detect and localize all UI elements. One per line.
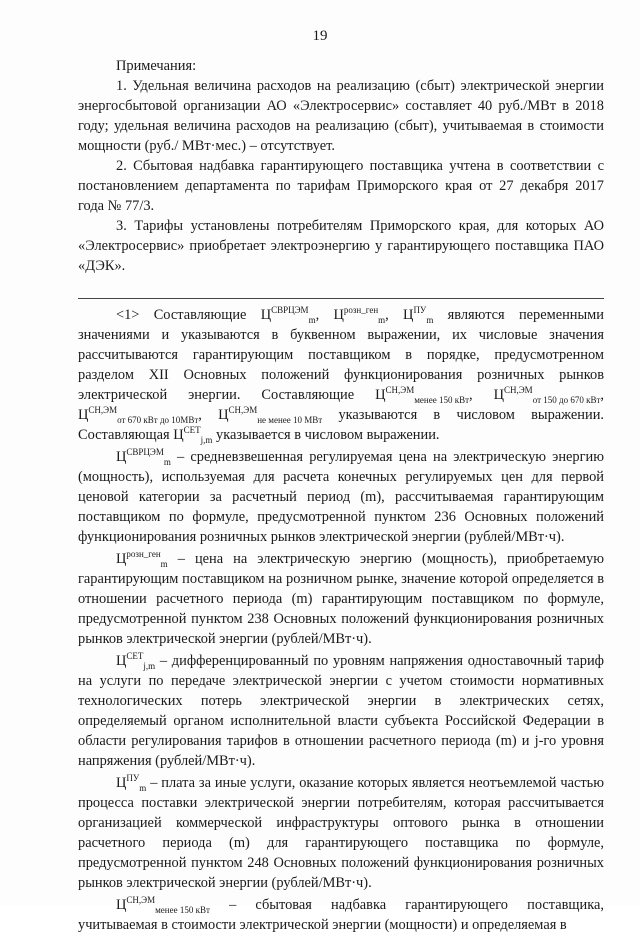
- definition-set: [78, 651, 604, 771]
- definition-sn-less150-text: – сбытовая надбавка гарантирующего поставщика, учитываемая в стоимости электрической энергии (мощности) и определяемая в: [78, 897, 604, 933]
- definition-rozngen-text: – цена на электрическую энергию (мощность), приобретаемую гарантирующим поставщиком на розничном рынке, значение которой определяется в отношении расчетного периода (m) гарантирующим поставщиком по формуле, предусмотренной пунктом 238 Основных положений функционирования розничных рынков электрической энергии (рублей/МВт·ч).: [78, 551, 604, 647]
- footnote-paragraph: <1> Составляющие $Ц^{СВРЦЭМ}_m$, $Ц^{розн\_ген}_m$, $Ц^{ПУ}_m$ являются переменными значениями и указываются в буквенном выражении, их числовые значения рассчитываются гарантирующим поставщиком в порядке, предусмотренном разделом XII Основных положений функционирования розничных рынков электрической энергии. Составляющие $Ц^{СН,ЭМ}_{менее 150 кВт}$, $Ц^{СН,ЭМ}_{от 150 до 670 кВт}$, $Ц^{СН,ЭМ}_{от 670 кВт до 10МВт}$, $Ц^{СН,ЭМ}_{не менее 10 МВт}$ указываются в числовом выражении. Составляющая $Ц^{СЕТ}_{j,m}$ указывается в числовом выражении.: [78, 305, 605, 445]
- footnote-text-variable: являются переменными значениями и указываются в буквенном выражении, их числовые значения рассчитываются гарантирующим поставщиком в порядке, предусмотренном разделом XII Основных положений функционирования розничных рынков электрической энергии. Составляющие: [78, 307, 604, 403]
- symbol-svrcem: $Ц^{СВРЦЭМ}_m$: [116, 447, 171, 467]
- symbol-sn-less150: $Ц^{СН,ЭМ}_{менее 150 кВт}$: [116, 895, 210, 915]
- definition-pu-text: – плата за иные услуги, оказание которых является неотъемлемой частью процесса поставки электрической энергии потребителям, которая рассчитывается организацией коммерческой инфраструктуры оптового рынка в отношении расчетного периода (m) для гарантирующего поставщика по формуле, предусмотренной пунктом 248 Основных положений функционирования розничных рынков электрической энергии (рублей/МВт·ч).: [78, 775, 604, 891]
- definition-set-text: – дифференцированный по уровням напряжения одноставочный тариф на услуги по передаче электрической энергии с учетом стоимости нормативных технологических потерь электрической энергии в электрических сетях, определяемый органом исполнительной власти субъекта Российской Федерации в области регулирования тарифов в отношении расчетного периода (m) и j-го уровня напряжения (рублей/МВт·ч).: [78, 653, 604, 769]
- symbol-sn-150-670: $Ц^{СН,ЭМ}_{от 150 до 670 кВт}$: [493, 385, 601, 405]
- symbol-sn-less150: $Ц^{СН,ЭМ}_{менее 150 кВт}$: [375, 385, 470, 405]
- note-item-3: 3. Тарифы установлены потребителям Приморского края, для которых АО «Электросервис» приобретает электроэнергию у гарантирующего поставщика ПАО «ДЭК».: [78, 218, 604, 274]
- symbol-rozngen: $Ц^{розн\_ген}_m$: [333, 305, 386, 325]
- note-item-1: 1. Удельная величина расходов на реализацию (сбыт) электрической энергии энергосбытовой организации АО «Электросервис» составляет 40 руб./МВт в 2018 году; удельная величина расходов на реализацию (сбыт), учитываемая в стоимости мощности (руб./ МВт·мес.) – отсутствует.: [78, 78, 604, 154]
- symbol-set: $Ц^{СЕТ}_{j,m}$: [116, 651, 156, 671]
- footnote-intro: <1> Составляющие: [116, 307, 247, 323]
- footnote-text-end: указывается в числовом выражении.: [216, 427, 440, 443]
- page-number: 19: [312, 28, 328, 44]
- symbol-pu: $Ц^{ПУ}_m$: [116, 773, 147, 793]
- symbol-sn-670-10: $Ц^{СН,ЭМ}_{от 670 кВт до 10МВт}$: [78, 405, 199, 425]
- definition-svrcem: [78, 447, 604, 547]
- footnote-text-numeric: указываются в числовом выражении. Составляющая: [78, 407, 605, 443]
- note-item-2: 2. Сбытовая надбавка гарантирующего поставщика учтена в соответствии с постановлением департамента по тарифам Приморского края от 27 декабря 2017 года № 77/3.: [78, 158, 604, 214]
- footnote-block: [78, 305, 604, 935]
- symbol-set: $Ц^{СЕТ}_{j,m}$: [173, 425, 213, 445]
- symbol-pu: $Ц^{ПУ}_m$: [403, 305, 434, 325]
- symbol-rozngen: $Ц^{розн\_ген}_m$: [116, 549, 168, 569]
- symbol-sn-notless10: $Ц^{СН,ЭМ}_{не менее 10 МВт}$: [218, 405, 323, 425]
- notes-heading: Примечания:: [116, 58, 197, 74]
- symbol-svrcem: $Ц^{СВРЦЭМ}_m$: [260, 305, 316, 325]
- definition-pu: [78, 773, 604, 893]
- definition-rozngen: [78, 549, 604, 649]
- footnote-divider: [78, 298, 604, 299]
- definition-svrcem-text: – средневзвешенная регулируемая цена на электрическую энергию (мощность), используемая для расчета конечных регулируемых цен для первой ценовой категории за расчетный период (m), рассчитываемая гарантирующим поставщиком по формуле, предусмотренной пунктом 236 Основных положений функционирования розничных рынков электрической энергии (рублей/МВт·ч).: [78, 449, 604, 545]
- definition-sn-less150: [78, 895, 604, 935]
- page-content: [78, 56, 604, 935]
